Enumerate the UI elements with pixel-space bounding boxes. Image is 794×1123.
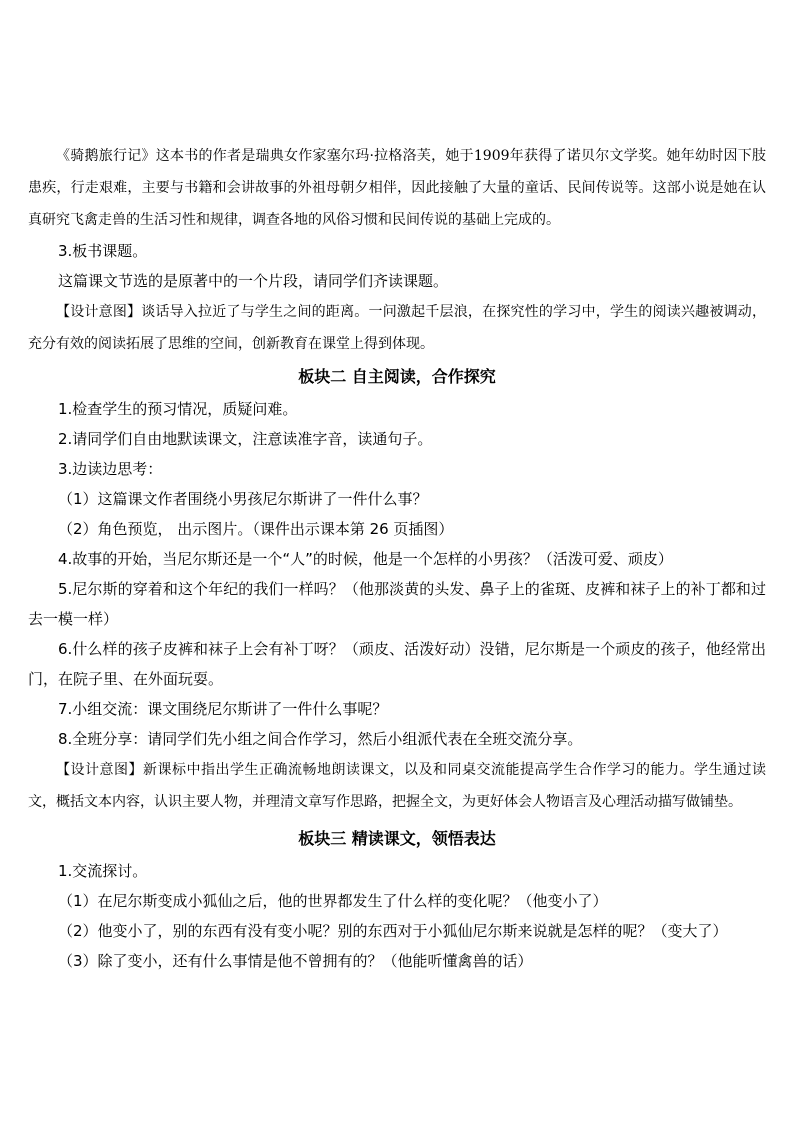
section-3-heading: 板块三 精读课文，领悟表达 [298,829,496,848]
step-write-title: 3.板书课题。 [58,242,148,260]
section-2-item-3-2: （2）角色预览， 出示图片。（课件出示课本第 26 页插图） [58,520,454,538]
section-2-item-1: 1.检查学生的预习情况，质疑问难。 [58,400,298,418]
design-intent-2: 【设计意图】新课标中指出学生正确流畅地朗读课文，以及和同桌交流能提高学生合作学习的能力。学生通过读文，概括文本内容，认识主要人物，并理清文章写作思路，把握全文，为更好体会人物语言及心理活动描写做铺垫。 [28,762,766,810]
section-2-item-3-1: （1）这篇课文作者围绕小男孩尼尔斯讲了一件什么事？ [58,490,428,508]
design-intent-1: 【设计意图】谈话导入拉近了与学生之间的距离。一问激起千层浪，在探究性的学习中，学生的阅读兴趣被调动，充分有效的阅读拓展了思维的空间，创新教育在课堂上得到体现。 [28,304,766,352]
section-3-item-1-3: （3）除了变小，还有什么事情是他不曾拥有的？（他能听懂禽兽的话） [58,952,533,970]
section-2-heading: 板块二 自主阅读，合作探究 [298,367,496,386]
section-2-item-7: 7.小组交流：课文围绕尼尔斯讲了一件什么事呢？ [58,700,388,718]
section-3-item-1-1: （1）在尼尔斯变成小狐仙之后，他的世界都发生了什么样的变化呢？（他变小了） [58,892,608,910]
section-2-item-5: 5.尼尔斯的穿着和这个年纪的我们一样吗？（他那淡黄的头发、鼻子上的雀斑、皮裤和袜子上的补丁都和过去一模一样） [28,580,766,628]
section-3-item-1: 1.交流探讨。 [58,862,148,880]
section-2-item-3: 3.边读边思考： [58,460,163,478]
document-page [28,140,766,976]
section-2-item-4: 4.故事的开始，当尼尔斯还是一个“人”的时候，他是一个怎样的小男孩？（活泼可爱、顽皮） [58,550,673,568]
section-2-item-2: 2.请同学们自由地默读课文，注意读准字音，读通句子。 [58,430,433,448]
read-title-paragraph: 这篇课文节选的是原著中的一个片段，请同学们齐读课题。 [58,272,449,290]
section-2-item-6: 6.什么样的孩子皮裤和袜子上会有补丁呀？（顽皮、活泼好动）没错，尼尔斯是一个顽皮的孩子，他经常出门，在院子里、在外面玩耍。 [28,640,766,688]
author-intro-paragraph: 《骑鹅旅行记》这本书的作者是瑞典女作家塞尔玛·拉格洛芙，她于1909年获得了诺贝尔文学奖。她年幼时因下肢患疾，行走艰难，主要与书籍和会讲故事的外祖母朝夕相伴，因此接触了大量的童话、民间传说等。这部小说是她在认真研究飞禽走兽的生活习性和规律，调查各地的风俗习惯和民间传说的基础上完成的。 [28,148,766,228]
section-3-item-1-2: （2）他变小了，别的东西有没有变小呢？别的东西对于小狐仙尼尔斯来说就是怎样的呢？（变大了） [58,922,728,940]
section-2-item-8: 8.全班分享：请同学们先小组之间合作学习，然后小组派代表在全班交流分享。 [58,730,583,748]
